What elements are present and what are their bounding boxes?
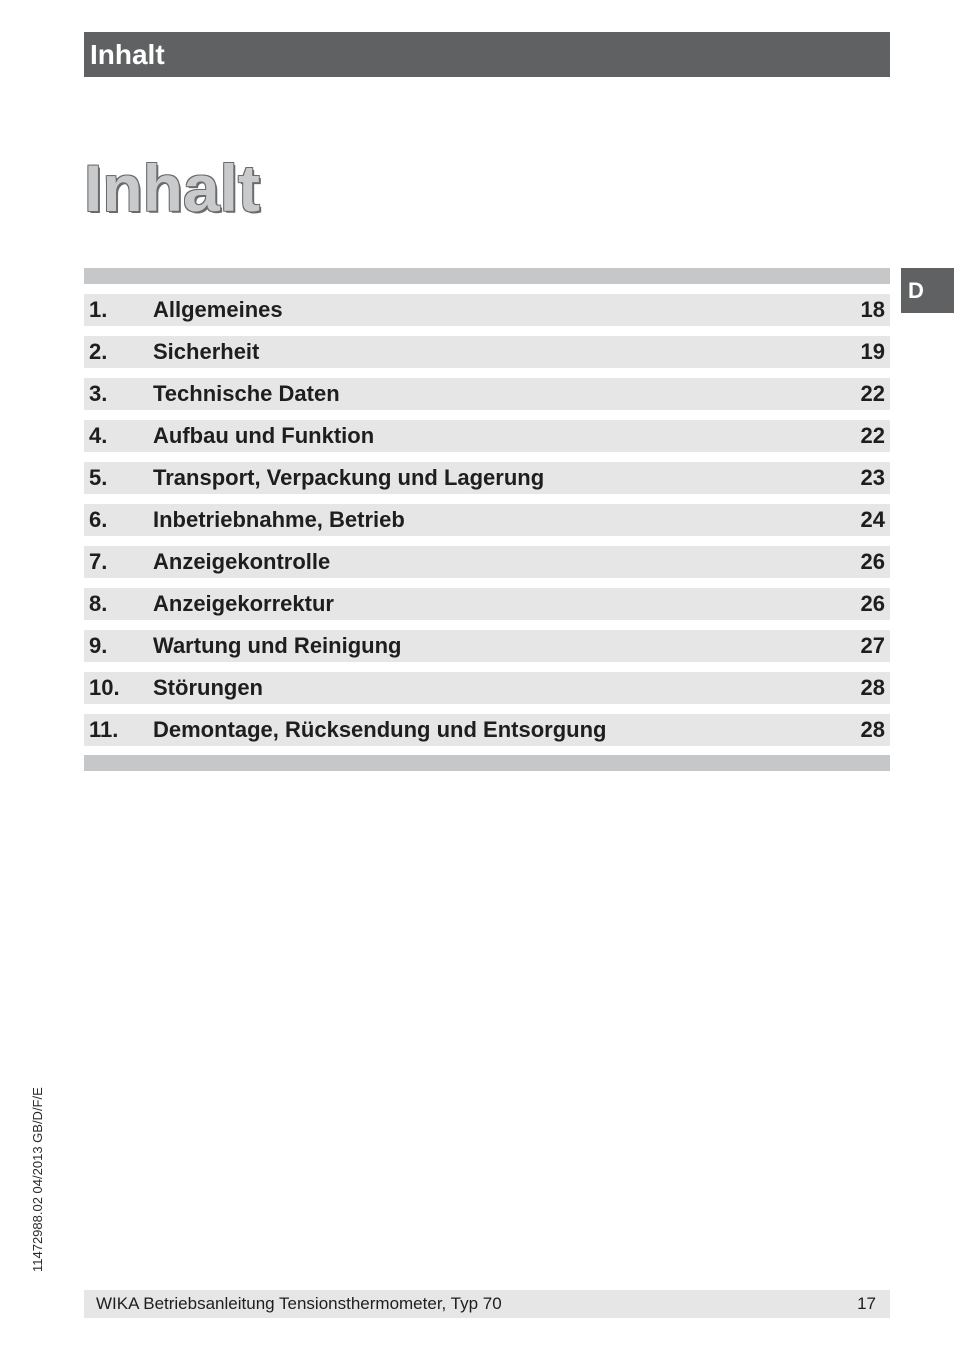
toc-entry[interactable] xyxy=(84,336,890,368)
toc-entry-page: 28 xyxy=(860,717,885,742)
table-of-contents xyxy=(84,294,890,756)
toc-entry-title: Transport, Verpackung und Lagerung xyxy=(153,465,545,490)
toc-entry[interactable] xyxy=(84,462,890,494)
toc-entry-number: 5. xyxy=(89,465,108,490)
toc-entry-title: Demontage, Rücksendung und Entsorgung xyxy=(153,717,607,742)
toc-entry-title: Aufbau und Funktion xyxy=(153,423,375,448)
toc-entry-title: Sicherheit xyxy=(153,339,260,364)
toc-entry-page: 22 xyxy=(860,381,885,406)
toc-bottom-divider xyxy=(84,755,890,771)
toc-entry-page: 28 xyxy=(860,675,885,700)
toc-entry[interactable] xyxy=(84,630,890,662)
toc-entry-number: 8. xyxy=(89,591,108,616)
footer-text: WIKA Betriebsanleitung Tensionsthermometer, Typ 70 xyxy=(96,1294,502,1313)
toc-entry-page: 26 xyxy=(860,591,885,616)
section-header-title: Inhalt xyxy=(90,39,165,70)
toc-entry-number: 10. xyxy=(89,675,120,700)
toc-entry-number: 6. xyxy=(89,507,108,532)
toc-entry-number: 9. xyxy=(89,633,108,658)
toc-entry-number: 4. xyxy=(89,423,108,448)
toc-entry-page: 27 xyxy=(860,633,885,658)
toc-entry-title: Anzeigekorrektur xyxy=(153,591,334,616)
toc-entry-number: 3. xyxy=(89,381,108,406)
toc-entry-title: Inbetriebnahme, Betrieb xyxy=(153,507,405,532)
toc-entry-number: 1. xyxy=(89,297,108,322)
toc-entry-title: Technische Daten xyxy=(153,381,340,406)
toc-entry-number: 7. xyxy=(89,549,108,574)
toc-entry-page: 24 xyxy=(860,507,885,532)
toc-entry[interactable] xyxy=(84,588,890,620)
toc-entry-title: Allgemeines xyxy=(153,297,283,322)
toc-entry-title: Störungen xyxy=(153,675,263,700)
toc-entry-page: 22 xyxy=(860,423,885,448)
toc-top-divider xyxy=(84,268,890,284)
toc-entry[interactable] xyxy=(84,546,890,578)
toc-entry[interactable] xyxy=(84,714,890,746)
toc-entry-title: Wartung und Reinigung xyxy=(153,633,402,658)
language-tab: D xyxy=(901,268,954,313)
toc-entry[interactable] xyxy=(84,504,890,536)
toc-entry-title: Anzeigekontrolle xyxy=(153,549,331,574)
section-header xyxy=(84,32,890,77)
document-code: 11472988.02 04/2013 GB/D/F/E xyxy=(30,1087,45,1272)
toc-entry-page: 18 xyxy=(860,297,885,322)
toc-entry[interactable] xyxy=(84,378,890,410)
page-title: Inhalt xyxy=(84,151,260,225)
toc-entry-page: 26 xyxy=(860,549,885,574)
toc-entry[interactable] xyxy=(84,294,890,326)
toc-entry[interactable] xyxy=(84,420,890,452)
toc-entry[interactable] xyxy=(84,672,890,704)
toc-entry-page: 19 xyxy=(860,339,885,364)
toc-entry-number: 11. xyxy=(89,717,119,742)
toc-entry-page: 23 xyxy=(860,465,885,490)
page-footer xyxy=(84,1290,890,1318)
toc-entry-number: 2. xyxy=(89,339,108,364)
footer-page-number: 17 xyxy=(857,1294,876,1313)
